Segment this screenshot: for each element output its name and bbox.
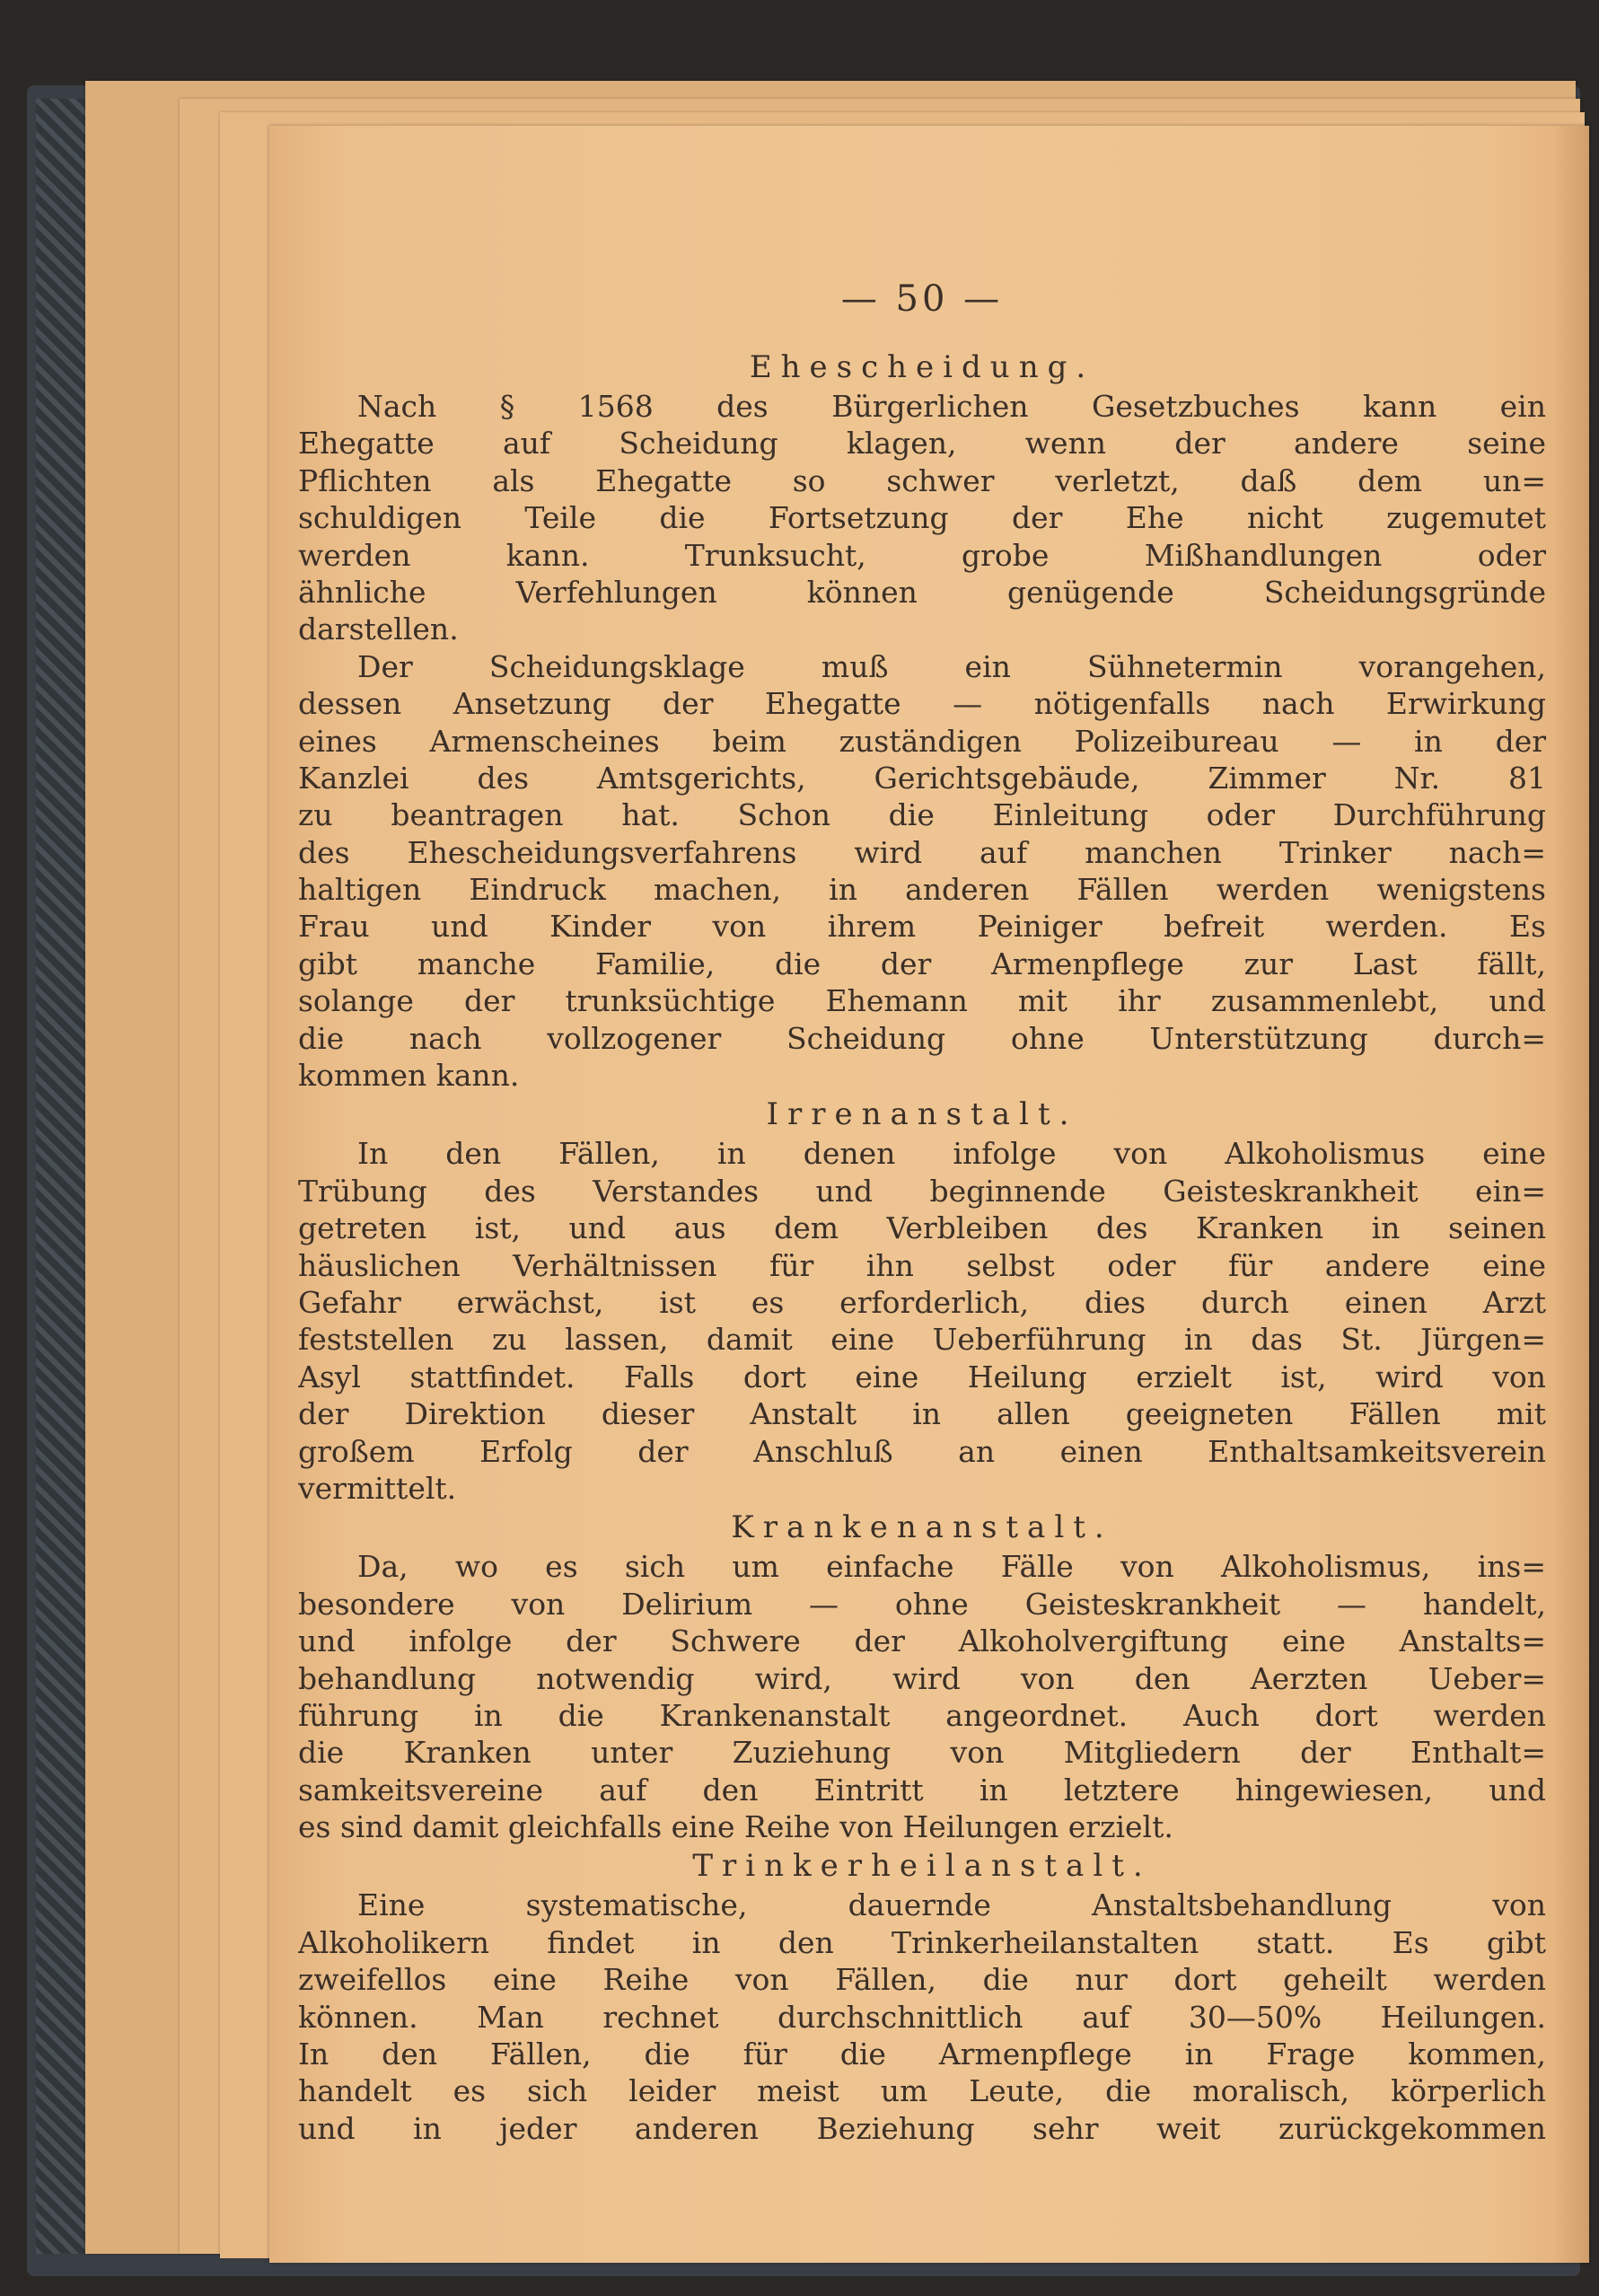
page-content [298,278,1546,2147]
text-line: Gefahr erwächst, ist es erforderlich, dies durch einen Arzt [298,1284,1546,1320]
text-line: zweifellos eine Reihe von Fällen, die nur dort geheilt werden [298,1962,1546,1998]
text-line: Ehegatte auf Scheidung klagen, wenn der andere seine [298,426,1546,462]
text-line: Pflichten als Ehegatte so schwer verletzt, daß dem un= [298,462,1546,498]
section-heading-krankenanstalt: Krankenanstalt. [731,1509,1113,1546]
text-line: getreten ist, und aus dem Verbleiben des Kranken in seinen [298,1210,1546,1246]
text-line: Nach § 1568 des Bürgerlichen Gesetzbuches kann ein [357,389,1546,424]
text-line: samkeitsvereine auf den Eintritt in letztere hingewiesen, und [298,1772,1546,1808]
section-body-ehescheidung [298,388,1546,1094]
text-line: der Direktion dieser Anstalt in allen geeigneten Fällen mit [298,1396,1546,1432]
section-heading-irrenanstalt: Irrenanstalt. [766,1096,1078,1133]
text-line: dessen Ansetzung der Ehegatte — nötigenfalls nach Erwirkung [298,686,1546,722]
section-body-trinkerheilanstalt [298,1887,1546,2147]
page-gutter-shadow [1553,126,1589,2263]
text-line: feststellen zu lassen, damit eine Ueberführung in das St. Jürgen= [298,1322,1546,1358]
text-line: es sind damit gleichfalls eine Reihe von Heilungen erzielt. [298,1809,1173,1845]
text-line: schuldigen Teile die Fortsetzung der Ehe nicht zugemutet [298,500,1546,536]
text-line: kommen kann. [298,1058,520,1094]
text-line: behandlung notwendig wird, wird von den Aerzten Ueber= [298,1660,1546,1696]
text-line: Trübung des Verstandes und beginnende Geisteskrankheit ein= [298,1173,1546,1209]
text-line: handelt es sich leider meist um Leute, die moralisch, körperlich [298,2073,1546,2109]
text-line: Da, wo es sich um einfache Fälle von Alkoholismus, ins= [357,1549,1546,1585]
text-line: können. Man rechnet durchschnittlich auf 30—50% Heilungen. [298,1999,1546,2035]
text-line: führung in die Krankenanstalt angeordnet. Auch dort werden [298,1697,1546,1733]
text-line: vermittelt. [298,1470,457,1506]
text-line: Asyl stattfindet. Falls dort eine Heilung erzielt ist, wird von [298,1359,1546,1394]
text-line: und infolge der Schwere der Alkoholvergiftung eine Anstalts= [298,1623,1546,1659]
text-line: besondere von Delirium — ohne Geisteskrankheit — handelt, [298,1586,1546,1622]
text-line: eines Armenscheines beim zuständigen Polizeibureau — in der [298,723,1546,759]
text-line: darstellen. [298,611,459,647]
text-line: Eine systematische, dauernde Anstaltsbehandlung von [357,1887,1546,1923]
text-line: werden kann. Trunksucht, grobe Mißhandlungen oder [298,537,1546,573]
text-line: und in jeder anderen Beziehung sehr weit zurückgekommen [298,2110,1546,2146]
text-line: die nach vollzogener Scheidung ohne Unterstützung durch= [298,1020,1546,1056]
text-line: die Kranken unter Zuziehung von Mitgliedern der Enthalt= [298,1735,1546,1771]
text-line: gibt manche Familie, die der Armenpflege zur Last fällt, [298,946,1546,981]
section-body-irrenanstalt [298,1135,1546,1507]
text-line: Kanzlei des Amtsgerichts, Gerichtsgebäude, Zimmer Nr. 81 [298,760,1546,796]
text-line: solange der trunksüchtige Ehemann mit ihr zusammenlebt, und [298,983,1546,1019]
text-line: großem Erfolg der Anschluß an einen Enthaltsamkeitsverein [298,1433,1546,1469]
text-line: Der Scheidungsklage muß ein Sühnetermin vorangehen, [357,648,1546,684]
text-line: haltigen Eindruck machen, in anderen Fällen werden wenigstens [298,872,1546,908]
text-line: In den Fällen, die für die Armenpflege in Frage kommen, [298,2036,1546,2072]
text-line: zu beantragen hat. Schon die Einleitung oder Durchführung [298,797,1546,833]
section-heading-ehescheidung: Ehescheidung. [749,349,1095,385]
text-line: Alkoholikern findet in den Trinkerheilanstalten statt. Es gibt [298,1924,1546,1960]
section-heading-trinkerheilanstalt: Trinkerheilanstalt. [692,1848,1152,1885]
book-cover-pattern [36,99,90,2254]
page-number: — 50 — [840,278,1004,320]
text-line: Frau und Kinder von ihrem Peiniger befreit werden. Es [298,909,1546,945]
section-body-krankenanstalt [298,1548,1546,1845]
text-line: In den Fällen, in denen infolge von Alkoholismus eine [357,1136,1546,1172]
text-line: ähnliche Verfehlungen können genügende Scheidungsgründe [298,574,1546,610]
text-line: des Ehescheidungsverfahrens wird auf manchen Trinker nach= [298,834,1546,870]
text-line: häuslichen Verhältnissen für ihn selbst oder für andere eine [298,1247,1546,1283]
